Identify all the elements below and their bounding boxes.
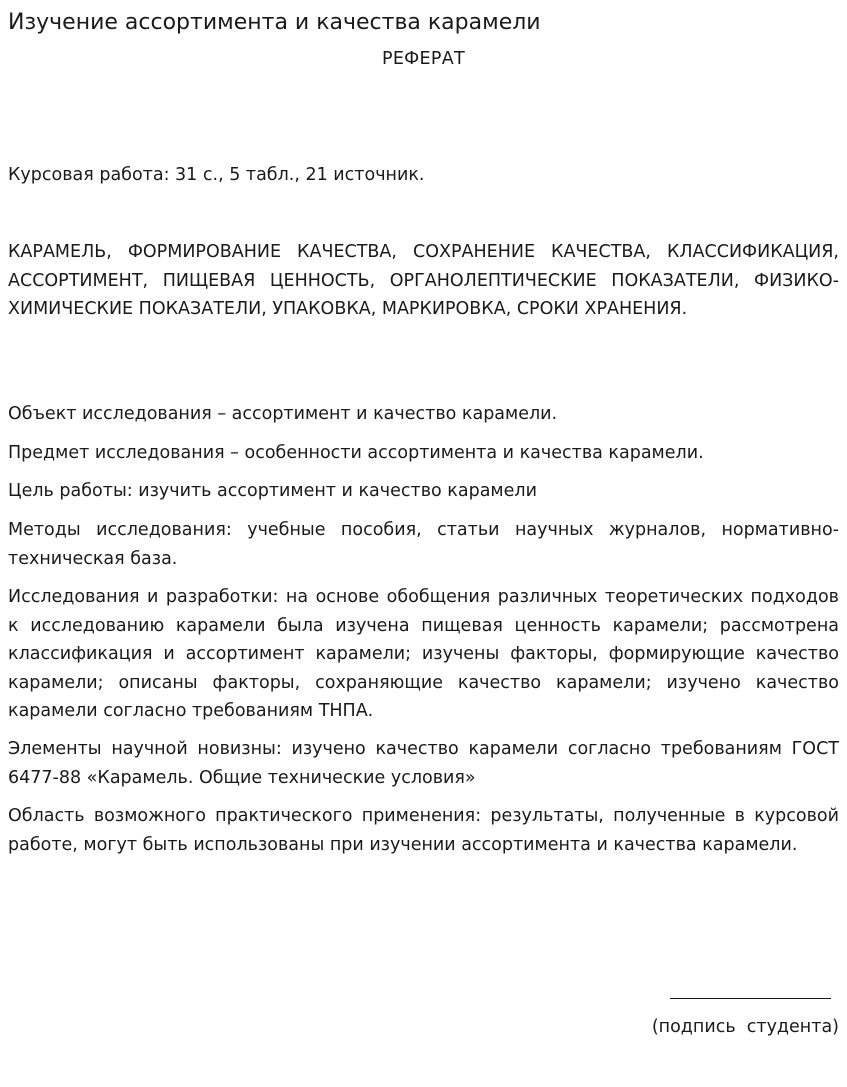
abstract-heading: РЕФЕРАТ	[381, 49, 466, 69]
novelty-paragraph: Элементы научной новизны: изучено качество карамели согласно требованиям ГОСТ 6477-88 «Карамель. Общие технические условия»	[8, 739, 839, 788]
summary-line: Курсовая работа: 31 с., 5 табл., 21 источник.	[8, 165, 425, 185]
subject-paragraph: Предмет исследования – особенности ассортимента и качества карамели.	[8, 443, 704, 463]
signature-line	[670, 998, 831, 999]
application-paragraph: Область возможного практического применения: результаты, полученные в курсовой работе, могут быть использованы при изучении ассортимента и качества карамели.	[8, 806, 839, 855]
document-title: Изучение ассортимента и качества карамели	[8, 10, 541, 35]
research-paragraph: Исследования и разработки: на основе обобщения различных теоретических подходов к исследованию карамели была изучена пищевая ценность карамели; рассмотрена классификация и ассортимент карамели; изучены факторы, формирующие качество карамели; описаны факторы, сохраняющие качество карамели; изучено качество карамели согласно требованиям ТНПА.	[8, 587, 839, 722]
methods-paragraph: Методы исследования: учебные пособия, статьи научных журналов, нормативно-техническая база.	[8, 520, 839, 569]
keywords-paragraph: КАРАМЕЛЬ, ФОРМИРОВАНИЕ КАЧЕСТВА, СОХРАНЕНИЕ КАЧЕСТВА, КЛАССИФИКАЦИЯ, АССОРТИМЕНТ, ПИЩЕВАЯ ЦЕННОСТЬ, ОРГАНОЛЕПТИЧЕСКИЕ ПОКАЗАТЕЛИ, ФИЗИКО-ХИМИЧЕСКИЕ ПОКАЗАТЕЛИ, УПАКОВКА, МАРКИРОВКА, СРОКИ ХРАНЕНИЯ.	[8, 242, 839, 320]
signature-caption: (подпись студента)	[651, 1017, 839, 1037]
object-paragraph: Объект исследования – ассортимент и качество карамели.	[8, 404, 558, 424]
goal-paragraph: Цель работы: изучить ассортимент и качество карамели	[8, 481, 537, 501]
